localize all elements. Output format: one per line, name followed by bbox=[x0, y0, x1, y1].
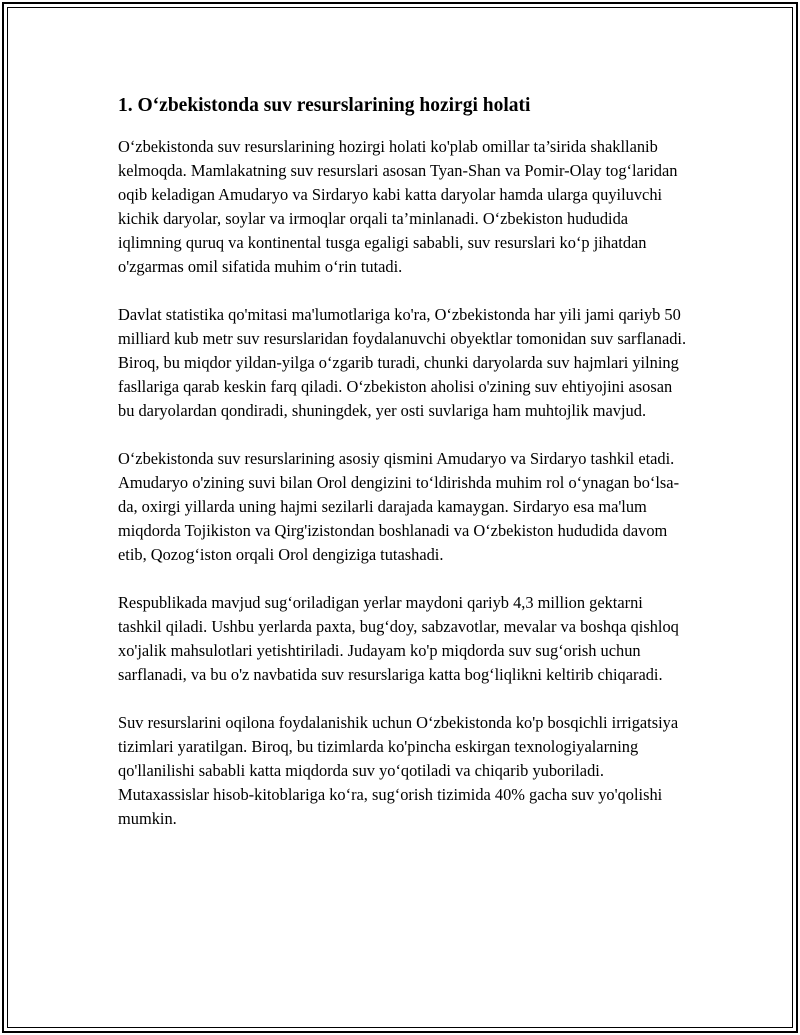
paragraph-4: Respublikada mavjud sug‘oriladigan yerlar maydoni qariyb 4,3 million gektarni tashkil qiladi. Ushbu yerlarda paxta, bug‘doy, sabzavotlar, mevalar va boshqa qishloq xo'jalik mahsulotlari yetishtiriladi. Judayam ko'p miqdorda suv sug‘orish uchun sarflanadi, va bu o'z navbatida suv resurslariga katta bog‘liqlikni keltirib chiqaradi. bbox=[118, 593, 679, 684]
paragraph-3: O‘zbekistonda suv resurslarining asosiy qismini Amudaryo va Sirdaryo tashkil etadi. Amudaryo o'zining suvi bilan Orol dengizini to‘ldirishda muhim rol o‘ynagan bo‘lsa-da, oxirgi yillarda uning hajmi sezilarli darajada kamaygan. Sirdaryo esa ma'lum miqdorda Tojikiston va Qirg'izistondan boshlanadi va O‘zbekiston hududida davom etib, Qozog‘iston orqali Orol dengiziga tutashadi. bbox=[118, 449, 680, 564]
section-heading: 1. O‘zbekistonda suv resurslarining hozirgi holati bbox=[118, 95, 531, 116]
paragraph-1: O‘zbekistonda suv resurslarining hozirgi holati ko'plab omillar ta’sirida shakllanib kelmoqda. Mamlakatning suv resurslari asosan Tyan-Shan va Pomir-Olay tog‘laridan oqib keladigan Amudaryo va Sirdaryo kabi katta daryolar hamda ularga quyiluvchi kichik daryolar, soylar va irmoqlar orqali ta’minlanadi. O‘zbekiston hududida iqlimning quruq va kontinental tusga egaligi sababli, suv resurslari ko‘p jihatdan o'zgarmas omil sifatida muhim o‘rin tutadi. bbox=[118, 137, 678, 276]
paragraph-5: Suv resurslarini oqilona foydalanishik uchun O‘zbekistonda ko'p bosqichli irrigatsiya tizimlari yaratilgan. Biroq, bu tizimlarda ko'pincha eskirgan texnologiyalarning qo'llanilishi sababli katta miqdorda suv yo‘qotiladi va chiqarib yuboriladi. Mutaxassislar hisob-kitoblariga ko‘ra, sug‘orish tizimida 40% gacha suv yo'qolishi mumkin. bbox=[118, 713, 679, 828]
paragraph-2: Davlat statistika qo'mitasi ma'lumotlariga ko'ra, O‘zbekistonda har yili jami qariyb 50 milliard kub metr suv resurslaridan foydalanuvchi obyektlar tomonidan suv sarflanadi. Biroq, bu miqdor yildan-yilga o‘zgarib turadi, chunki daryolarda suv hajmlari yilning fasllariga qarab keskin farq qiladi. O‘zbekiston aholisi o'zining suv ehtiyojini asosan bu daryolardan qondiradi, shuningdek, yer osti suvlariga ham muhtojlik mavjud. bbox=[118, 305, 687, 420]
document-body bbox=[118, 92, 688, 855]
